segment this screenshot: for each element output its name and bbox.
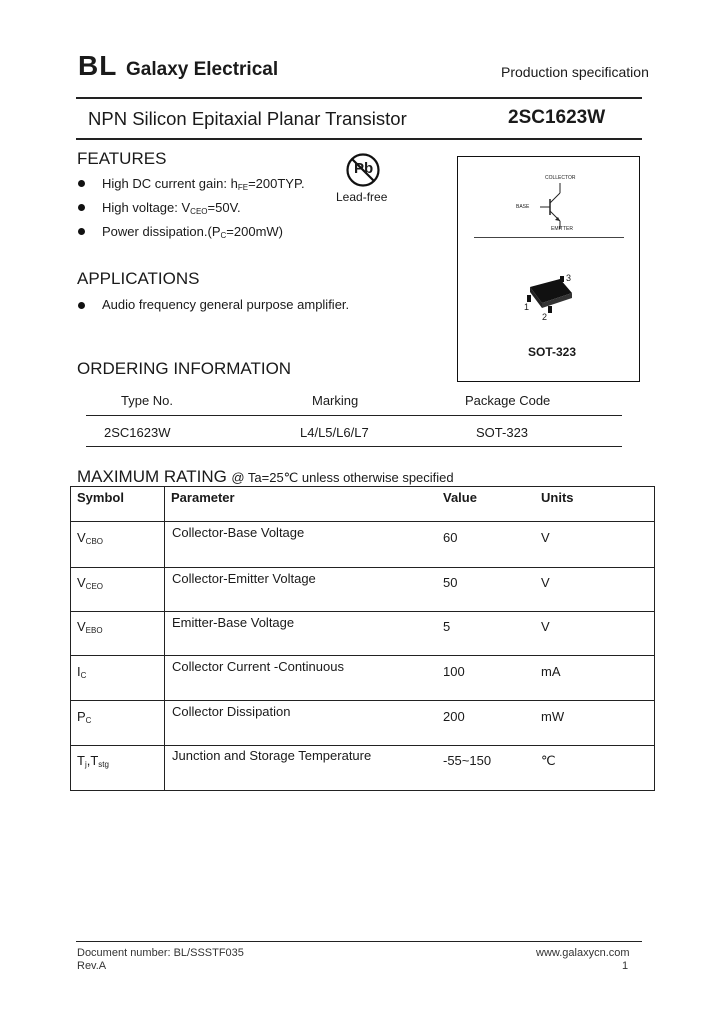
header-units: Units bbox=[541, 490, 574, 505]
pin-3-label: 3 bbox=[566, 273, 572, 283]
row-parameter: Collector-Emitter Voltage bbox=[172, 571, 316, 586]
lead-free-label: Lead-free bbox=[336, 190, 388, 204]
ordering-header-marking: Marking bbox=[312, 393, 359, 408]
row-value: 200 bbox=[443, 709, 465, 724]
part-number: 2SC1623W bbox=[508, 107, 606, 128]
footer-rule bbox=[76, 941, 642, 942]
feature-item: High DC current gain: $h_{FE}=200TYP$. bbox=[102, 176, 305, 192]
row-parameter: Emitter-Base Voltage bbox=[172, 615, 295, 630]
header-value: Value bbox=[443, 490, 477, 505]
ordering-row-type: 2SC1623W bbox=[104, 425, 171, 440]
max-rating-heading: MAXIMUM RATING @ Ta=25℃ unless otherwise specified bbox=[77, 467, 454, 486]
row-symbol: $V_{EBO}$ bbox=[77, 619, 103, 635]
doc-number: Document number: BL/SSSTF035 bbox=[77, 947, 244, 959]
collector-label: COLLECTOR bbox=[545, 175, 576, 181]
row-unit: V bbox=[541, 530, 550, 545]
row-parameter: Junction and Storage Temperature bbox=[172, 748, 372, 763]
sot323-drawing bbox=[520, 269, 582, 315]
bullet-icon bbox=[78, 204, 85, 211]
row-unit: V bbox=[541, 575, 550, 590]
row-value: 50 bbox=[443, 575, 458, 590]
pin-1-label: 1 bbox=[524, 302, 530, 312]
company-logo: BL bbox=[78, 50, 118, 81]
package-name: SOT-323 bbox=[528, 345, 577, 359]
feature-item: Power $dissipation.(P_C=200mW)$ bbox=[102, 224, 283, 240]
row-parameter: Collector Dissipation bbox=[172, 704, 291, 719]
application-item: Audio frequency general purpose amplifier. bbox=[102, 297, 350, 312]
bullet-icon bbox=[78, 180, 85, 187]
package-box bbox=[457, 156, 640, 382]
page-number: 1 bbox=[622, 960, 629, 972]
pin-2-label: 2 bbox=[542, 312, 548, 322]
base-label: BASE bbox=[516, 204, 530, 210]
row-value: 5 bbox=[443, 619, 451, 634]
max-rating-table bbox=[70, 486, 655, 791]
header-symbol: Symbol bbox=[77, 490, 124, 505]
package-divider bbox=[474, 237, 624, 238]
document-title: NPN Silicon Epitaxial Planar Transistor bbox=[88, 108, 407, 129]
ordering-header-package: Package Code bbox=[465, 393, 551, 408]
header-rule-bottom bbox=[76, 138, 642, 140]
row-unit: V bbox=[541, 619, 550, 634]
row-symbol: $I_C$ bbox=[77, 664, 87, 680]
ordering-heading: ORDERING INFORMATION bbox=[77, 359, 292, 378]
row-unit: mA bbox=[541, 664, 561, 679]
revision: Rev.A bbox=[77, 960, 107, 972]
row-symbol: $T_j,T_{stg}$ bbox=[77, 753, 109, 769]
company-name: Galaxy Electrical bbox=[126, 59, 279, 80]
ordering-rule bbox=[86, 415, 622, 416]
website-link[interactable]: www.galaxycn.com bbox=[536, 947, 630, 959]
header-rule-top bbox=[76, 97, 642, 99]
row-value: -55~150 bbox=[443, 753, 492, 768]
spec-type: Production specification bbox=[501, 64, 649, 80]
emitter-label: EMITTER bbox=[551, 226, 573, 232]
features-heading: FEATURES bbox=[77, 149, 167, 168]
row-parameter: Collector-Base Voltage bbox=[172, 525, 305, 540]
row-symbol: $V_{CEO}$ bbox=[77, 575, 104, 591]
row-parameter: Collector Current -Continuous bbox=[172, 659, 344, 674]
header-parameter: Parameter bbox=[171, 490, 235, 505]
feature-item: High voltage: $V_{CEO}=50V$. bbox=[102, 200, 241, 216]
row-value: 100 bbox=[443, 664, 465, 679]
applications-heading: APPLICATIONS bbox=[77, 269, 200, 288]
circuit-symbol bbox=[498, 173, 608, 235]
lead-free-icon bbox=[345, 152, 381, 188]
row-symbol: $V_{CBO}$ bbox=[77, 530, 104, 546]
lead-free-symbol: Pb bbox=[354, 160, 374, 177]
row-unit: ℃ bbox=[541, 753, 556, 768]
ordering-row-package: SOT-323 bbox=[476, 425, 529, 440]
ordering-row-marking: L4/L5/L6/L7 bbox=[300, 425, 369, 440]
bullet-icon bbox=[78, 302, 85, 309]
row-unit: mW bbox=[541, 709, 565, 724]
ordering-rule bbox=[86, 446, 622, 447]
row-symbol: $P_C$ bbox=[77, 709, 92, 725]
ordering-header-type: Type No. bbox=[121, 393, 174, 408]
row-value: 60 bbox=[443, 530, 458, 545]
bullet-icon bbox=[78, 228, 85, 235]
